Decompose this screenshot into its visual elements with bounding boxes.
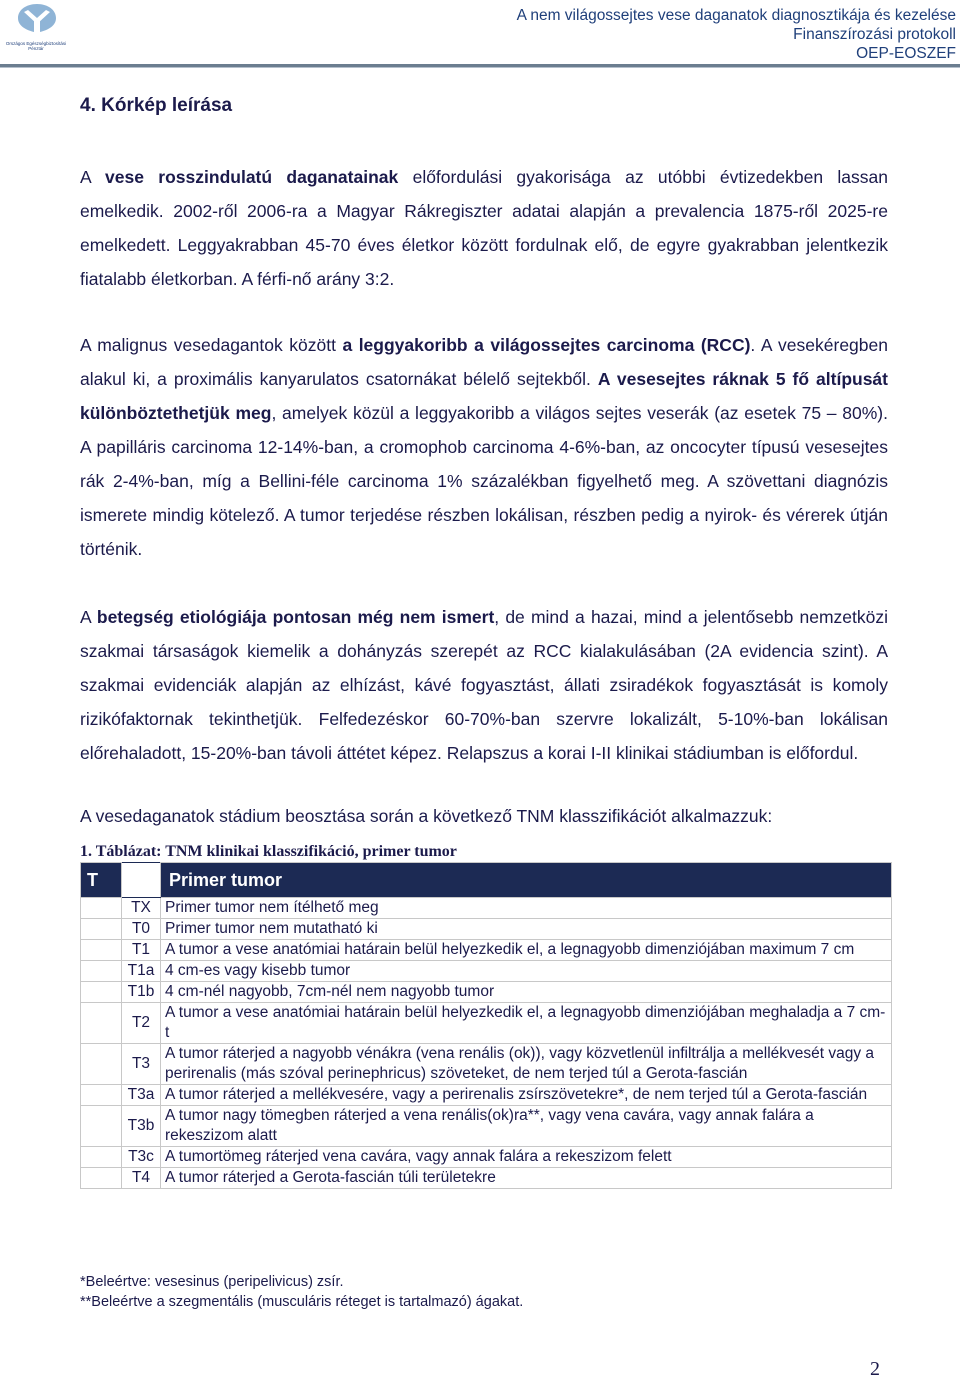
- row-description: A tumor a vese anatómiai határain belül helyezkedik el, a legnagyobb dimenziójában meghaladja a 7 cm-t: [161, 1003, 892, 1044]
- row-indent-cell: [81, 1003, 122, 1044]
- row-code: T4: [122, 1168, 161, 1189]
- table-caption: 1. Táblázat: TNM klinikai klasszifikáció, primer tumor: [80, 843, 457, 860]
- bold-run: a leggyakoribb a világossejtes carcinoma (RCC): [342, 335, 751, 355]
- table-row: [81, 1147, 892, 1168]
- text-run: . A vesekéregben alakul ki, a proximális kanyarulatos csatornákat bélelő sejtekből.: [80, 335, 888, 389]
- row-code: T3b: [122, 1106, 161, 1147]
- table-row: [81, 919, 892, 940]
- bold-run: A vesesejtes ráknak 5 fő altípusát különböztethetjük meg: [80, 369, 888, 423]
- row-code: T2: [122, 1003, 161, 1044]
- table-header-title: Primer tumor: [161, 863, 892, 898]
- row-indent-cell: [81, 919, 122, 940]
- row-indent-cell: [81, 1168, 122, 1189]
- text-run: A: [80, 607, 97, 627]
- table-header-code: T: [81, 863, 122, 898]
- footnote-1: *Beleértve: vesesinus (peripelivicus) zsír.: [80, 1274, 344, 1290]
- bold-run: vese rosszindulatú daganatainak: [105, 167, 399, 187]
- row-description: A tumor ráterjed a Gerota-fascián túli területekre: [161, 1168, 892, 1189]
- page-number: 2: [870, 1358, 880, 1380]
- table-row: [81, 1044, 892, 1085]
- section-title: 4. Kórkép leírása: [80, 95, 233, 116]
- bold-run: betegség etiológiája pontosan még nem ismert: [96, 607, 495, 627]
- paragraph-incidence: [80, 160, 888, 296]
- row-code: T0: [122, 919, 161, 940]
- header-doc-title: A nem világossejtes vese daganatok diagnosztikája és kezelése: [516, 7, 956, 24]
- text-run: A: [80, 167, 106, 187]
- header-titles: [517, 6, 956, 63]
- row-code: T3c: [122, 1147, 161, 1168]
- row-code: T1b: [122, 982, 161, 1003]
- table-row: [81, 940, 892, 961]
- row-indent-cell: [81, 898, 122, 919]
- table-header-row: [81, 863, 892, 898]
- table-row: [81, 898, 892, 919]
- row-code: TX: [122, 898, 161, 919]
- row-indent-cell: [81, 1147, 122, 1168]
- row-description: Primer tumor nem ítélhető meg: [161, 898, 892, 919]
- paragraph-histology: [80, 328, 888, 566]
- row-code: T1: [122, 940, 161, 961]
- footnote-2: **Beleértve a szegmentális (musculáris réteget is tartalmazó) ágakat.: [80, 1294, 524, 1310]
- row-indent-cell: [81, 1106, 122, 1147]
- text-run: előfordulási gyakorisága az utóbbi évtizedekben lassan emelkedik. 2002-ről 2006-ra a Magyar Rákregiszter adatai alapján a prevalencia 1875-ről 2025-re emelkedett. Leggyakrabban 45-70 éves életkor között fordulnak elő, de egyre gyakrabban jelentkezik fiatalabb életkorban. A férfi-nő arány 3:2.: [80, 167, 888, 289]
- row-description: A tumor ráterjed a nagyobb vénákra (vena renális (ok)), vagy közvetlenül infiltrálja a mellékvesét vagy a perirenalis (más szóval perinephricus) szöveteket, de nem terjed túl a Gerota-fascián: [161, 1044, 892, 1085]
- row-description: Primer tumor nem mutatható ki: [161, 919, 892, 940]
- header-doc-type: Finanszírozási protokoll: [793, 26, 956, 43]
- tnm-table: [80, 862, 892, 1189]
- row-description: A tumor nagy tömegben ráterjed a vena renális(ok)ra**, vagy vena cavára, vagy annak falára a rekeszizom alatt: [161, 1106, 892, 1147]
- header-rule-thin: [0, 67, 960, 68]
- table-header-spacer: [122, 863, 161, 898]
- text-run: , amelyek közül a leggyakoribb a világos sejtes veserák (az esetek 75 – 80%). A papilláris carcinoma 12-14%-ban, a cromophob carcinoma 4-6%-ban, az oncocyter típusú vesesejtes rák 2-4%-ban, míg a Bellini-féle carcinoma 1% százalékban figyelhető meg. A szövettani diagnózis ismerete mindig kötelező. A tumor terjedése részben lokálisan, részben pedig a nyirok- és vérerek útján történik.: [80, 403, 888, 559]
- row-indent-cell: [81, 1044, 122, 1085]
- paragraph-etiology: [80, 600, 888, 770]
- oep-logo: [4, 2, 70, 60]
- row-code: T3a: [122, 1085, 161, 1106]
- text-run: A malignus vesedagantok között: [80, 335, 343, 355]
- row-description: A tumortömeg ráterjed vena cavára, vagy annak falára a rekeszizom felett: [161, 1147, 892, 1168]
- row-description: A tumor ráterjed a mellékvesére, vagy a perirenalis zsírszövetekre*, de nem terjed túl a Gerota-fascián: [161, 1085, 892, 1106]
- header-org: OEP-EOSZEF: [856, 45, 956, 62]
- logo-text: Országos Egészségbiztosítási Pénztár: [5, 41, 67, 51]
- row-description: 4 cm-es vagy kisebb tumor: [161, 961, 892, 982]
- table-row: [81, 1085, 892, 1106]
- row-indent-cell: [81, 940, 122, 961]
- page-header: [0, 0, 960, 68]
- table-row: [81, 1003, 892, 1044]
- row-indent-cell: [81, 961, 122, 982]
- row-indent-cell: [81, 1085, 122, 1106]
- row-description: A tumor a vese anatómiai határain belül helyezkedik el, a legnagyobb dimenziójában maximum 7 cm: [161, 940, 892, 961]
- row-code: T1a: [122, 961, 161, 982]
- table-row: [81, 1168, 892, 1189]
- row-code: T3: [122, 1044, 161, 1085]
- text-run: , de mind a hazai, mind a jelentősebb nemzetközi szakmai társaságok kiemelik a dohányzás szerepét az RCC kialakulásában (2A evidencia szint). A szakmai evidenciák alapján az elhízást, kávé fogyasztást, állati zsiradékok fogyasztását is komoly rizikófaktornak tekinthetjük. Felfedezéskor 60-70%-ban szervre lokalizált, 5-10%-ban lokálisan előrehaladott, 15-20%-ban távoli áttétet képez. Relapszus a korai I-II klinikai stádiumban is előfordul.: [80, 607, 888, 763]
- paragraph-tnm-intro: A vesedaganatok stádium beosztása során a következő TNM klasszifikációt alkalmazzuk:: [80, 806, 773, 826]
- table-row: [81, 982, 892, 1003]
- row-indent-cell: [81, 982, 122, 1003]
- row-description: 4 cm-nél nagyobb, 7cm-nél nem nagyobb tumor: [161, 982, 892, 1003]
- table-row: [81, 1106, 892, 1147]
- table-row: [81, 961, 892, 982]
